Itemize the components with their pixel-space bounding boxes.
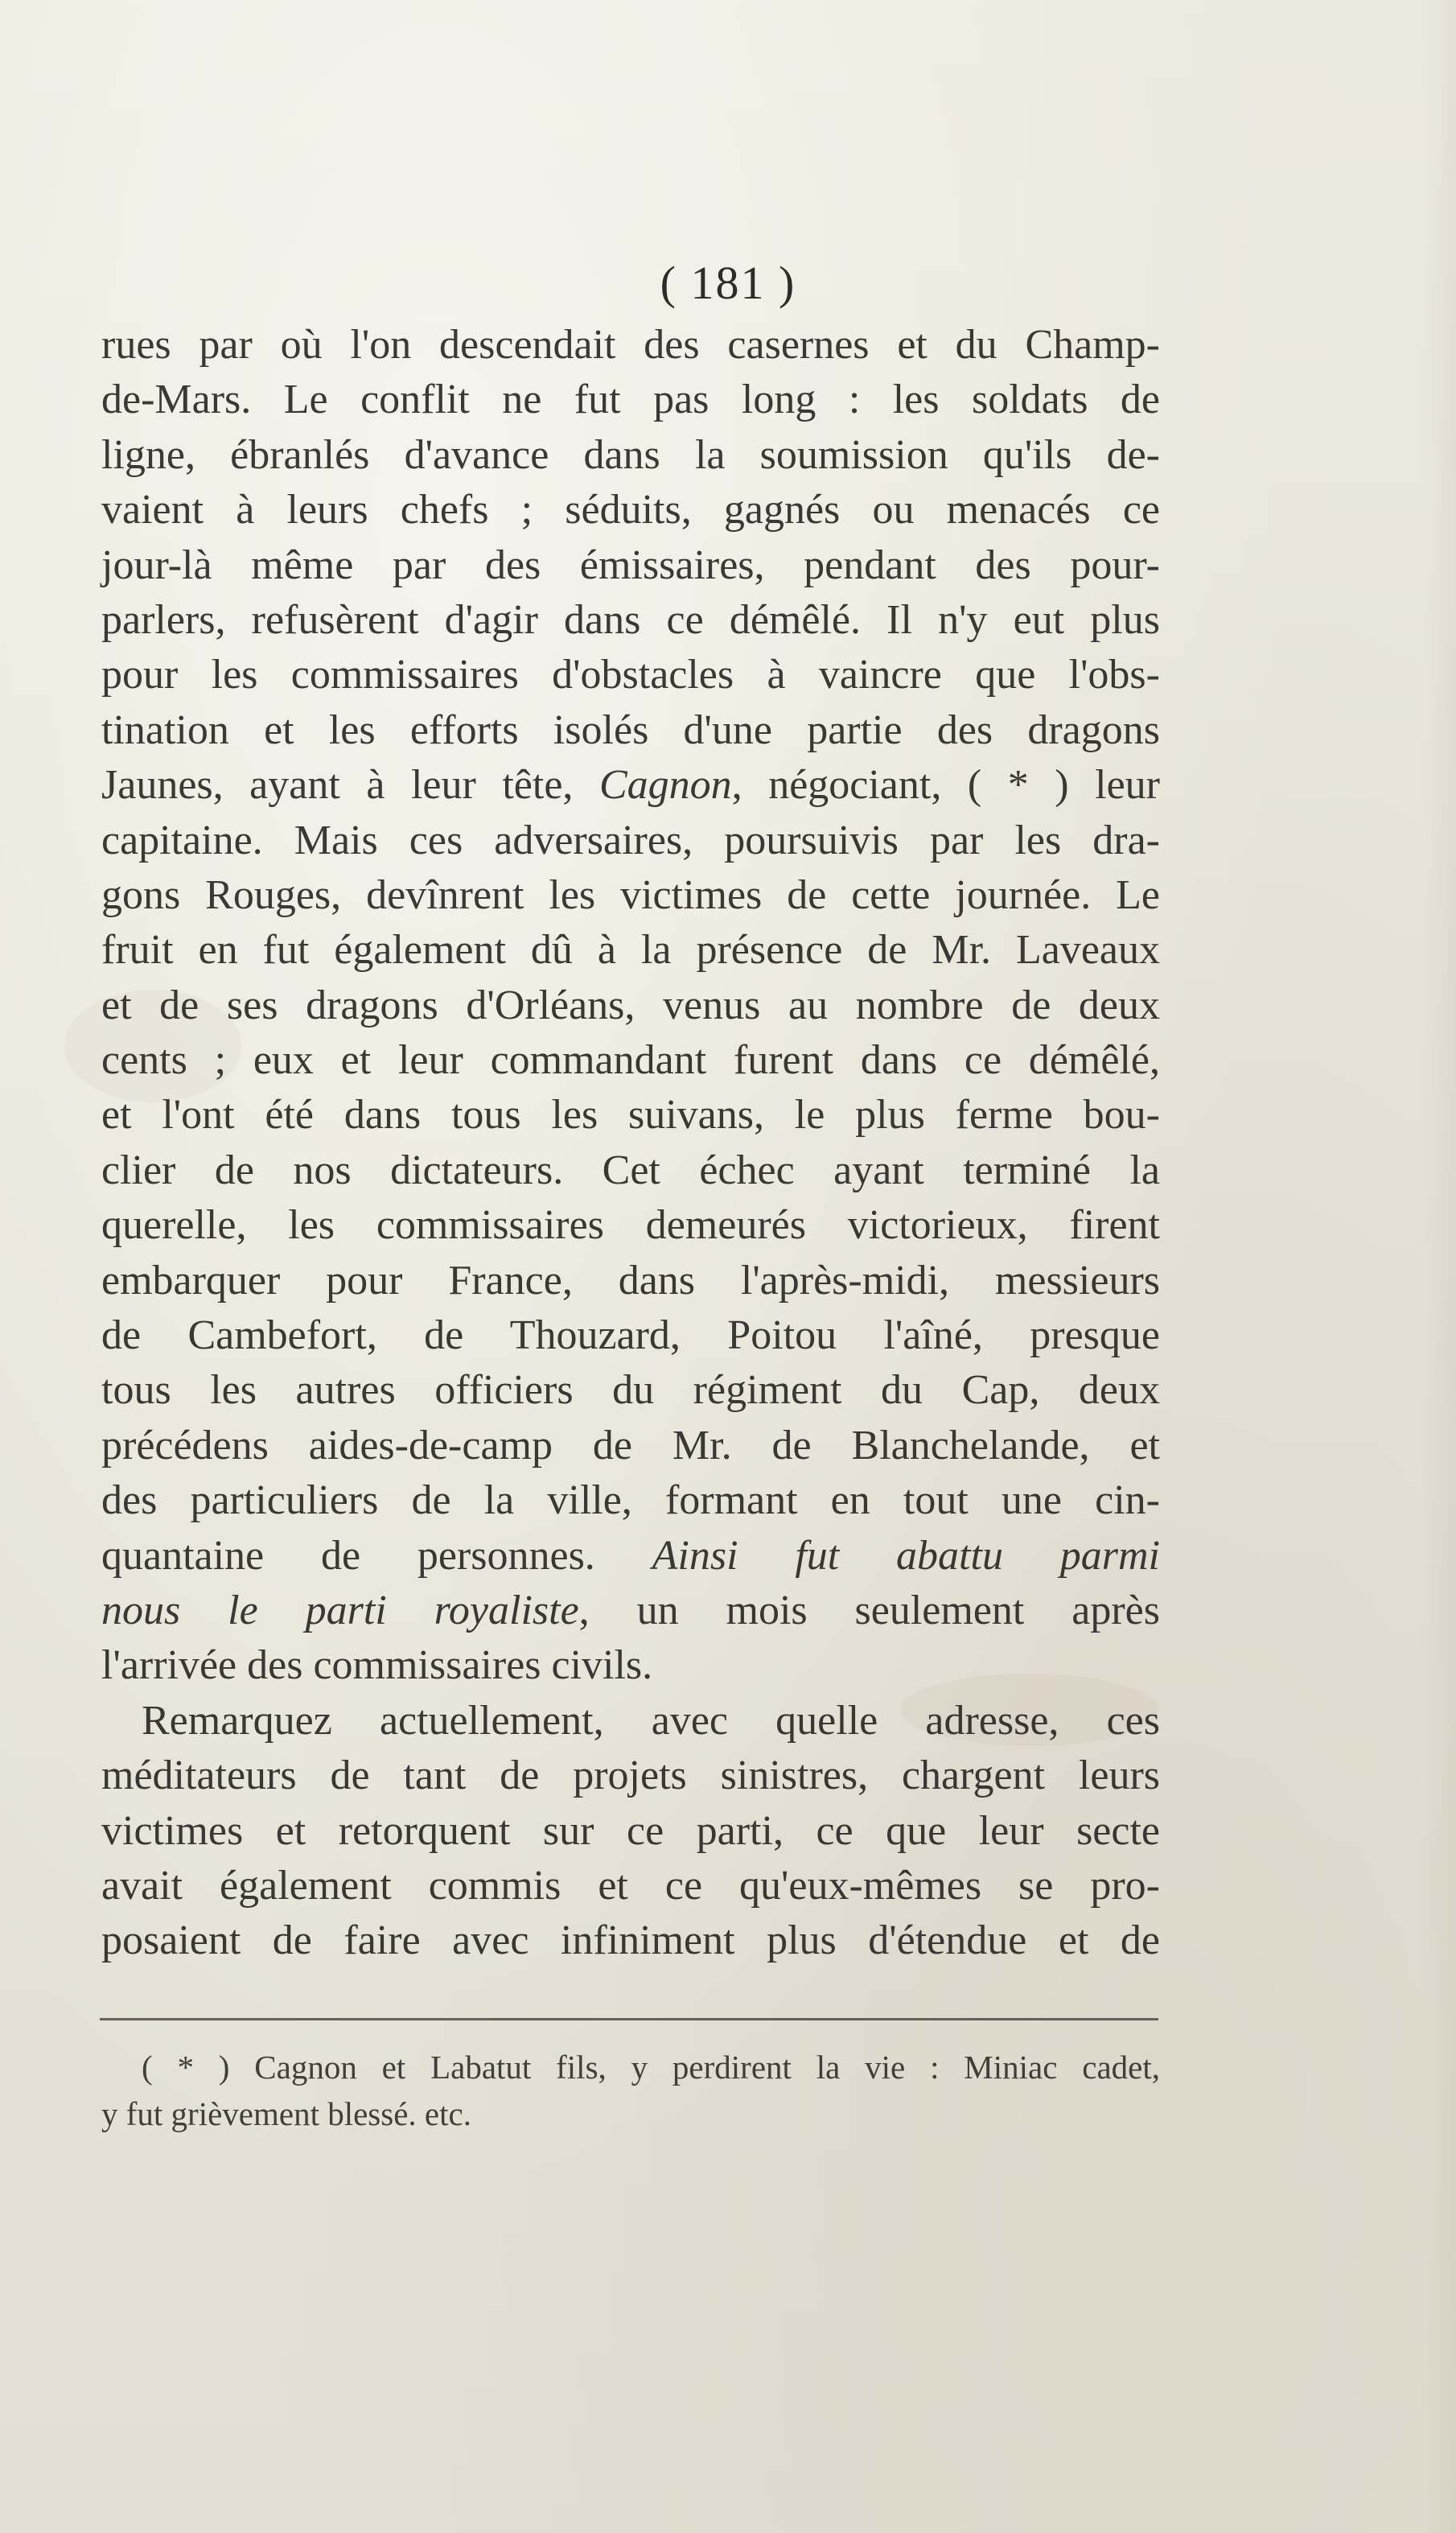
footnote-line: ( * ) Cagnon et Labatut fils, y perdirent la vie : Miniac cadet, (142, 2049, 1160, 2086)
text-line: vaient à leurs chefs ; séduits, gagnés ou menacés ce (101, 487, 1160, 533)
page-edge-shadow (1424, 0, 1456, 2533)
text-span: quantaine de personnes. (101, 1532, 652, 1579)
text-line: clier de nos dictateurs. Cet échec ayant terminé la (101, 1147, 1160, 1193)
text-line: parlers, refusèrent d'agir dans ce démêlé. Il n'y eut plus (101, 596, 1160, 643)
text-span: , négociant, ( * ) leur (731, 762, 1160, 809)
footnote-divider (100, 2018, 1158, 2020)
text-line: tination et les efforts isolés d'une partie des dragons (101, 706, 1160, 753)
text-line: de-Mars. Le conflit ne fut pas long : les soldats de (101, 377, 1160, 423)
text-line (101, 1529, 1160, 1584)
italic-emphasis: nous le parti royaliste (101, 1587, 579, 1633)
text-line: cents ; eux et leur commandant furent dans ce démêlé, (101, 1037, 1160, 1084)
text-line: des particuliers de la ville, formant en tout une cin- (101, 1477, 1160, 1524)
text-line: capitaine. Mais ces adversaires, poursuivis par les dra- (101, 817, 1160, 863)
text-line (101, 758, 1160, 813)
body-text (101, 318, 1160, 1969)
paragraph-first-line: Remarquez actuellement, avec quelle adresse, ces (142, 1697, 1160, 1744)
text-line: pour les commissaires d'obstacles à vaincre que l'obs- (101, 652, 1160, 698)
italic-name-cagnon: Cagnon (598, 762, 732, 809)
text-span: , un mois seulement après (578, 1587, 1160, 1633)
text-line: et de ses dragons d'Orléans, venus au nombre de deux (101, 982, 1160, 1028)
text-line: avait également commis et ce qu'eux-mêmes se pro- (101, 1862, 1160, 1909)
text-line: de Cambefort, de Thouzard, Poitou l'aîné, presque (101, 1312, 1160, 1359)
text-line: et l'ont été dans tous les suivans, le plus ferme bou- (101, 1092, 1160, 1139)
footnote-line: y fut grièvement blessé. etc. (101, 2095, 471, 2132)
text-span: Jaunes, ayant à leur tête, (101, 762, 599, 809)
text-line: précédens aides-de-camp de Mr. de Blanchelande, et (101, 1422, 1160, 1468)
text-line: fruit en fut également dû à la présence de Mr. Laveaux (101, 927, 1160, 974)
text-line: gons Rouges, devînrent les victimes de cette journée. Le (101, 871, 1160, 918)
text-line: jour-là même par des émissaires, pendant des pour- (101, 542, 1160, 588)
text-line: ligne, ébranlés d'avance dans la soumission qu'ils de- (101, 431, 1160, 478)
text-line: victimes et retorquent sur ce parti, ce que leur secte (101, 1807, 1160, 1854)
text-line: tous les autres officiers du régiment du Cap, deux (101, 1367, 1160, 1414)
italic-emphasis: Ainsi fut abattu parmi (652, 1532, 1160, 1579)
text-line: querelle, les commissaires demeurés victorieux, firent (101, 1202, 1160, 1249)
page-number: ( 181 ) (660, 257, 796, 309)
text-line: méditateurs de tant de projets sinistres, chargent leurs (101, 1753, 1160, 1799)
text-line: rues par où l'on descendait des casernes et du Champ- (101, 322, 1160, 368)
text-line: embarquer pour France, dans l'après-midi, messieurs (101, 1257, 1160, 1304)
footnote (101, 2044, 1160, 2137)
text-line (101, 1584, 1160, 1638)
text-line: l'arrivée des commissaires civils. (101, 1642, 653, 1689)
text-line: posaient de faire avec infiniment plus d'étendue et de (101, 1917, 1160, 1964)
